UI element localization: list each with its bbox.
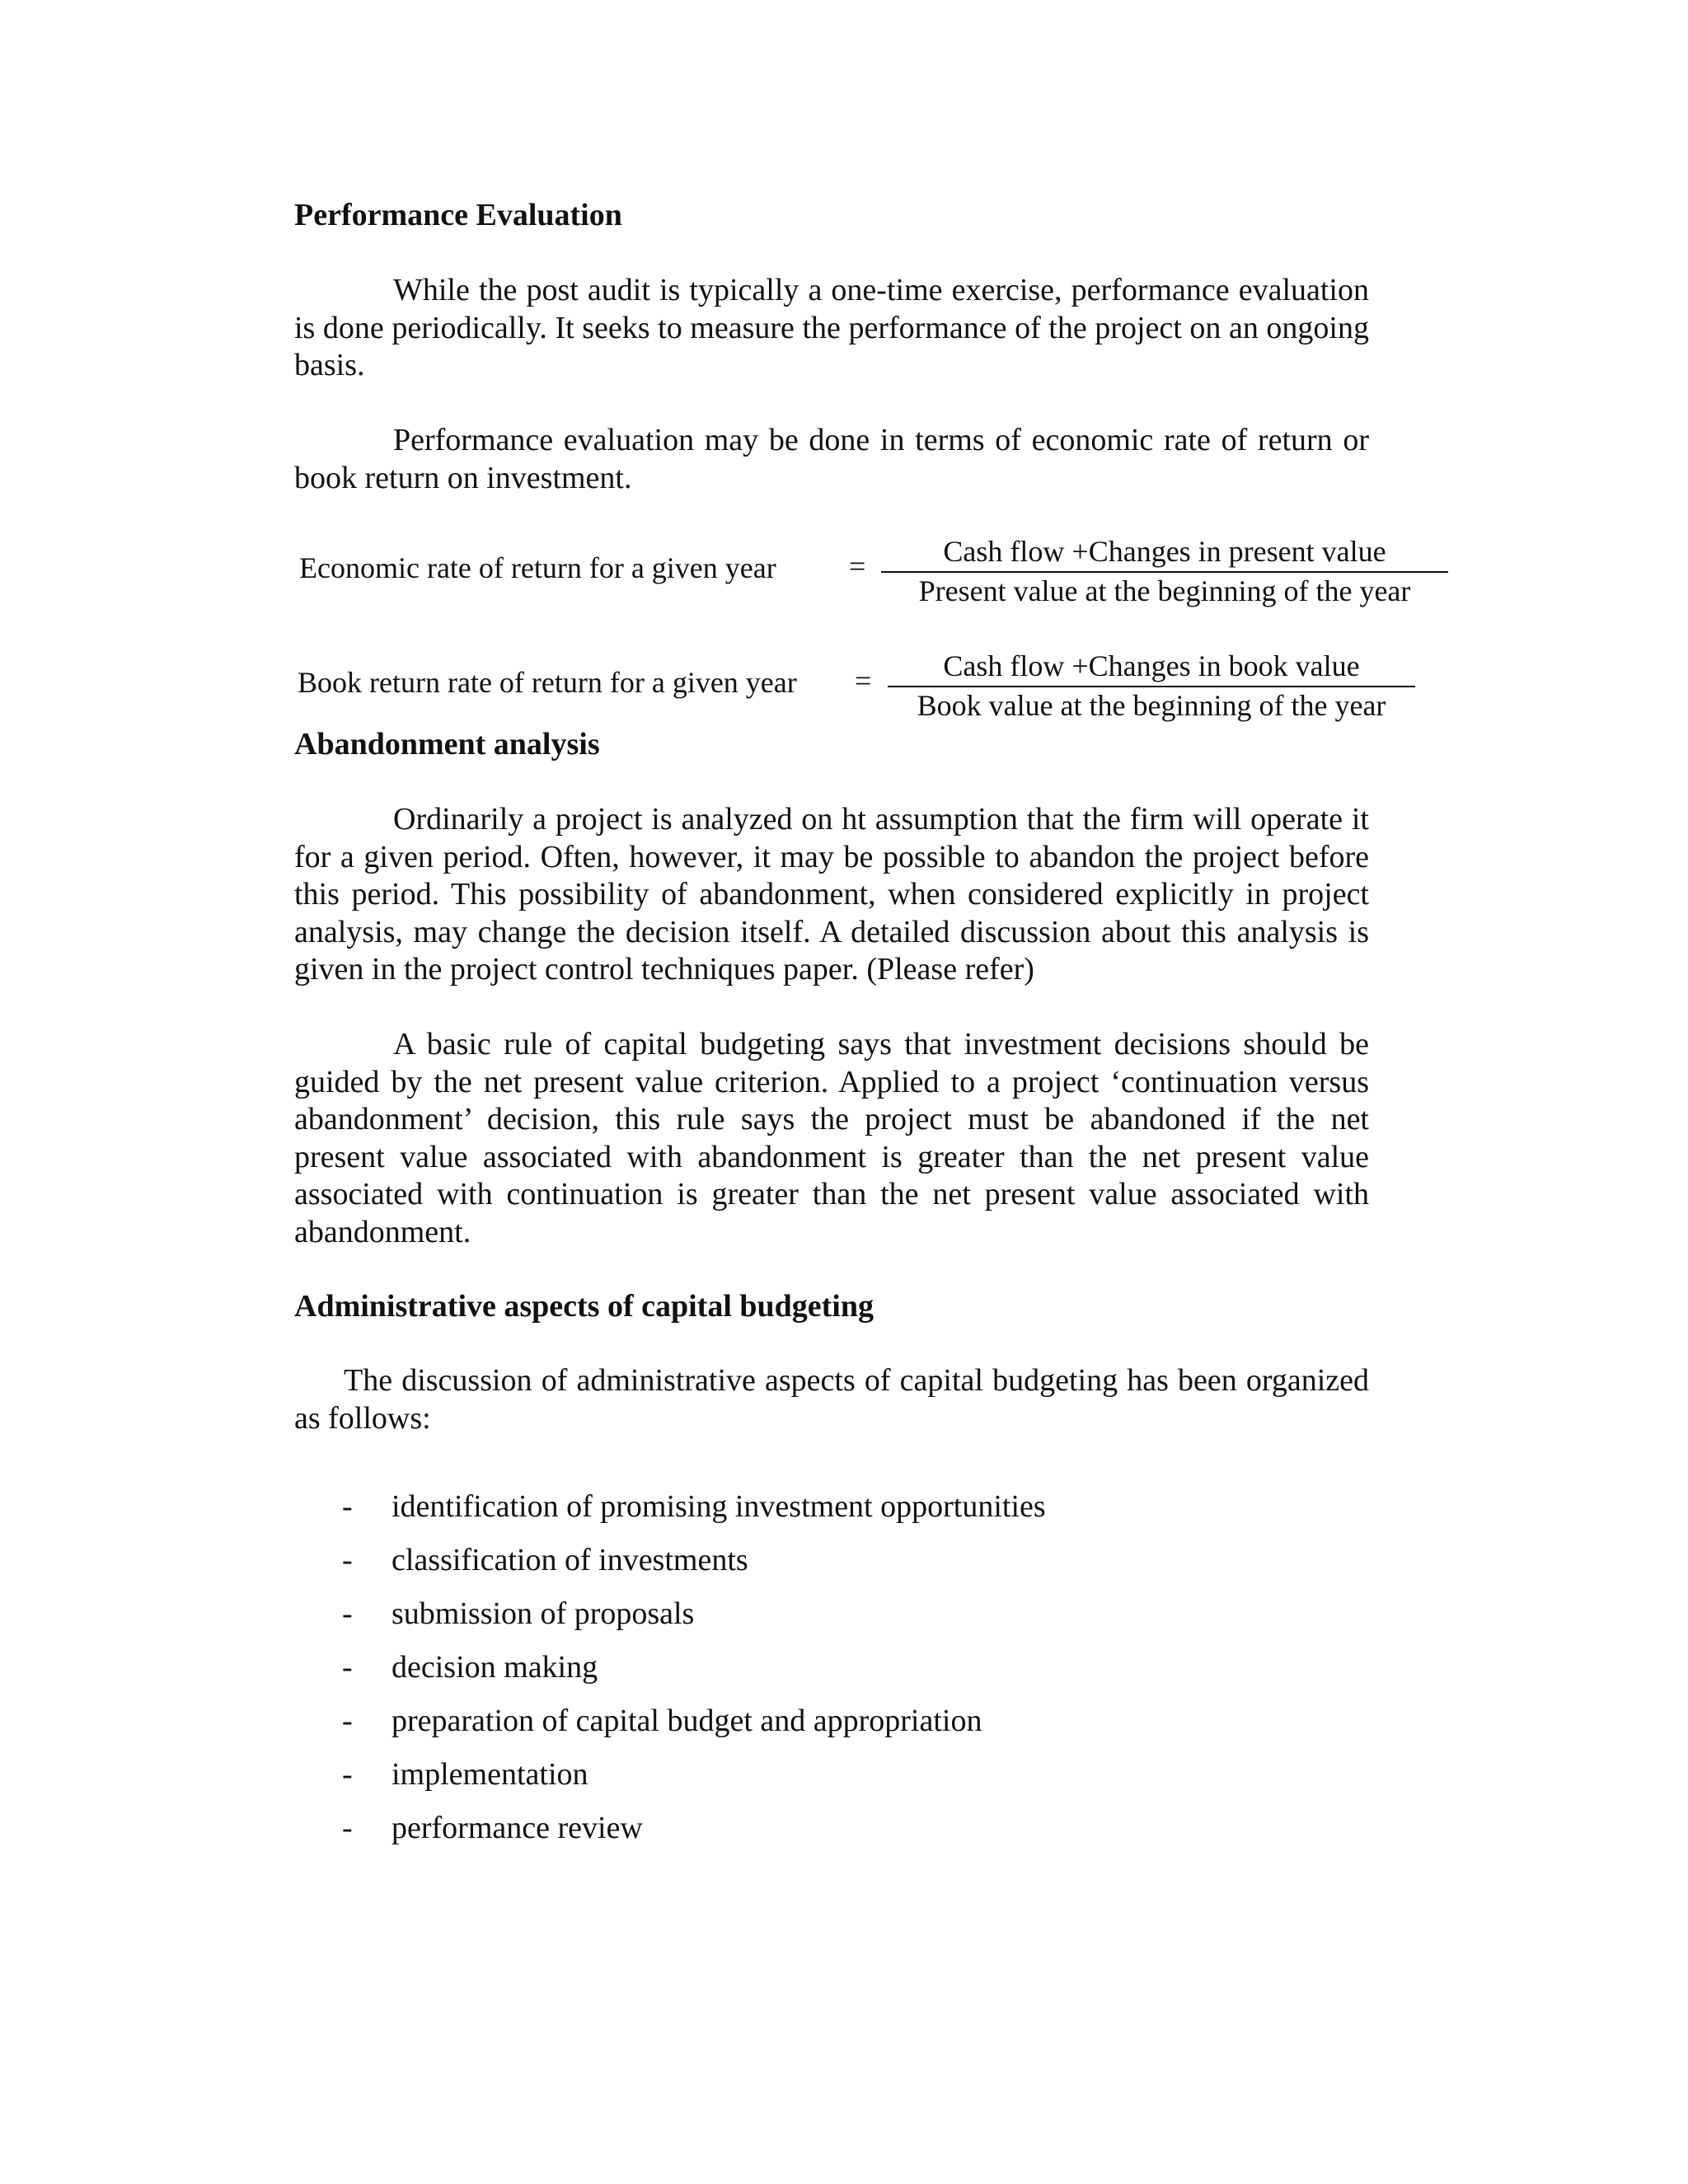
heading-administrative-aspects: Administrative aspects of capital budgeting	[294, 1289, 874, 1324]
list-item-text: performance review	[392, 1811, 643, 1845]
list-item-text: decision making	[392, 1650, 598, 1685]
formula-book-denominator: Book value at the beginning of the year	[917, 689, 1386, 722]
heading-abandonment-analysis: Abandonment analysis	[294, 727, 600, 762]
list-bullet: -	[342, 1543, 353, 1577]
formula-economic-lhs: Economic rate of return for a given year	[299, 551, 776, 584]
formula-economic-equals: =	[849, 550, 866, 583]
abandonment-paragraph-2: A basic rule of capital budgeting says that investment decisions should be guided by the net present value criterion. Applied to a project ‘continuation versus abandonment’ decision, this rule says the project must be abandoned if the net present value associated with abandonment is greater than the net present value associated with continuation is greater than the net present value associated with abandonment.	[294, 1027, 1369, 1249]
list-item-text: identification of promising investment opportunities	[392, 1489, 1046, 1524]
list-item-text: submission of proposals	[392, 1596, 695, 1631]
list-item-text: classification of investments	[392, 1543, 748, 1577]
list-item-text: implementation	[392, 1757, 588, 1792]
formula-economic-denominator: Present value at the beginning of the year	[918, 574, 1411, 607]
formula-economic-fraction	[881, 534, 1448, 616]
fraction-bar	[881, 571, 1448, 573]
list-bullet: -	[342, 1596, 353, 1631]
formula-economic-numerator: Cash flow +Changes in present value	[943, 535, 1386, 568]
performance-paragraph-1: While the post audit is typically a one-time exercise, performance evaluation is done periodically. It seeks to measure the performance of the project on an ongoing basis.	[294, 273, 1369, 382]
list-bullet: -	[342, 1811, 353, 1845]
list-item-text: preparation of capital budget and appropriation	[392, 1704, 982, 1738]
formula-economic-rate	[294, 534, 1448, 625]
formula-book-numerator: Cash flow +Changes in book value	[943, 649, 1360, 682]
abandonment-paragraph-1: Ordinarily a project is analyzed on ht assumption that the firm will operate it for a given period. Often, however, it may be possible to abandon the project before this period. This possibility of abandonment, when considered explicitly in project analysis, may change the decision itself. A detailed discussion about this analysis is given in the project control techniques paper. (Please refer)	[294, 802, 1369, 987]
list-bullet: -	[342, 1704, 353, 1738]
performance-paragraph-2: Performance evaluation may be done in terms of economic rate of return or book return on investment.	[294, 423, 1369, 495]
list-bullet: -	[342, 1650, 353, 1685]
administrative-paragraph-1: The discussion of administrative aspects of capital budgeting has been organized as follows:	[294, 1363, 1369, 1436]
fraction-bar	[888, 686, 1415, 687]
formula-book-fraction	[888, 649, 1415, 731]
list-bullet: -	[342, 1757, 353, 1792]
list-bullet: -	[342, 1489, 353, 1524]
heading-performance-evaluation: Performance Evaluation	[294, 198, 622, 232]
formula-book-equals: =	[855, 664, 872, 697]
formula-book-lhs: Book return rate of return for a given year	[298, 666, 797, 699]
